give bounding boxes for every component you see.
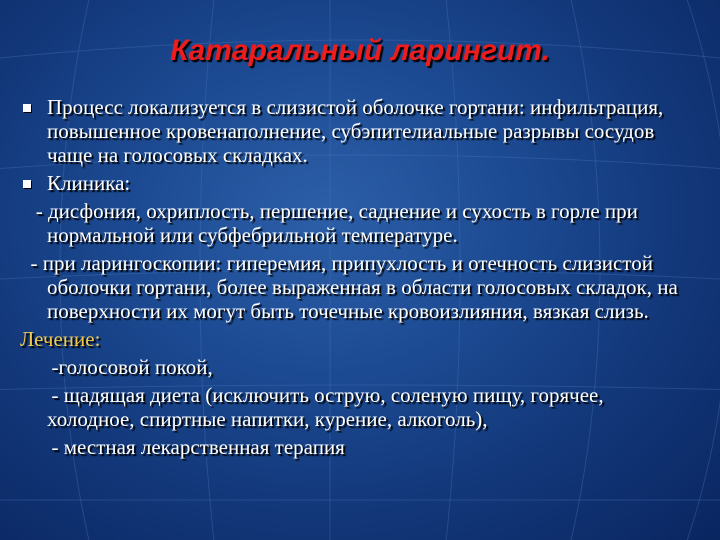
sub-item: -голосовой покой, [20, 355, 213, 379]
square-bullet-icon [23, 104, 31, 112]
slide-content [20, 95, 690, 463]
bullet-item [20, 171, 690, 195]
square-bullet-icon [23, 180, 31, 188]
bullet-text: Процесс локализуется в слизистой оболочке гортани: инфильтрация, повышенное кровенаполнение, субэпителиальные разрывы сосудов чаще на голосовых складках. [47, 95, 664, 167]
sub-item: - местная лекарственная терапия [20, 435, 345, 459]
sub-item: - при ларингоскопии: гиперемия, припухлость и отечность слизистой оболочки гортани, более выраженная в области голосовых складок, на поверхности их могут быть точечные кровоизлияния, вязкая слизь. [20, 251, 684, 323]
bullet-item [20, 95, 690, 167]
sub-item: - дисфония, охриплость, першение, саднение и сухость в горле при нормальной или субфебрильной температуре. [20, 199, 644, 247]
bullet-text: Клиника: [47, 171, 131, 195]
section-label: Лечение: [20, 327, 101, 351]
slide-title: Катаральный ларингит. [170, 34, 550, 67]
sub-item: - щадящая диета (исключить острую, соленую пищу, горячее, холодное, спиртные напитки, курение, алкоголь), [20, 383, 609, 431]
